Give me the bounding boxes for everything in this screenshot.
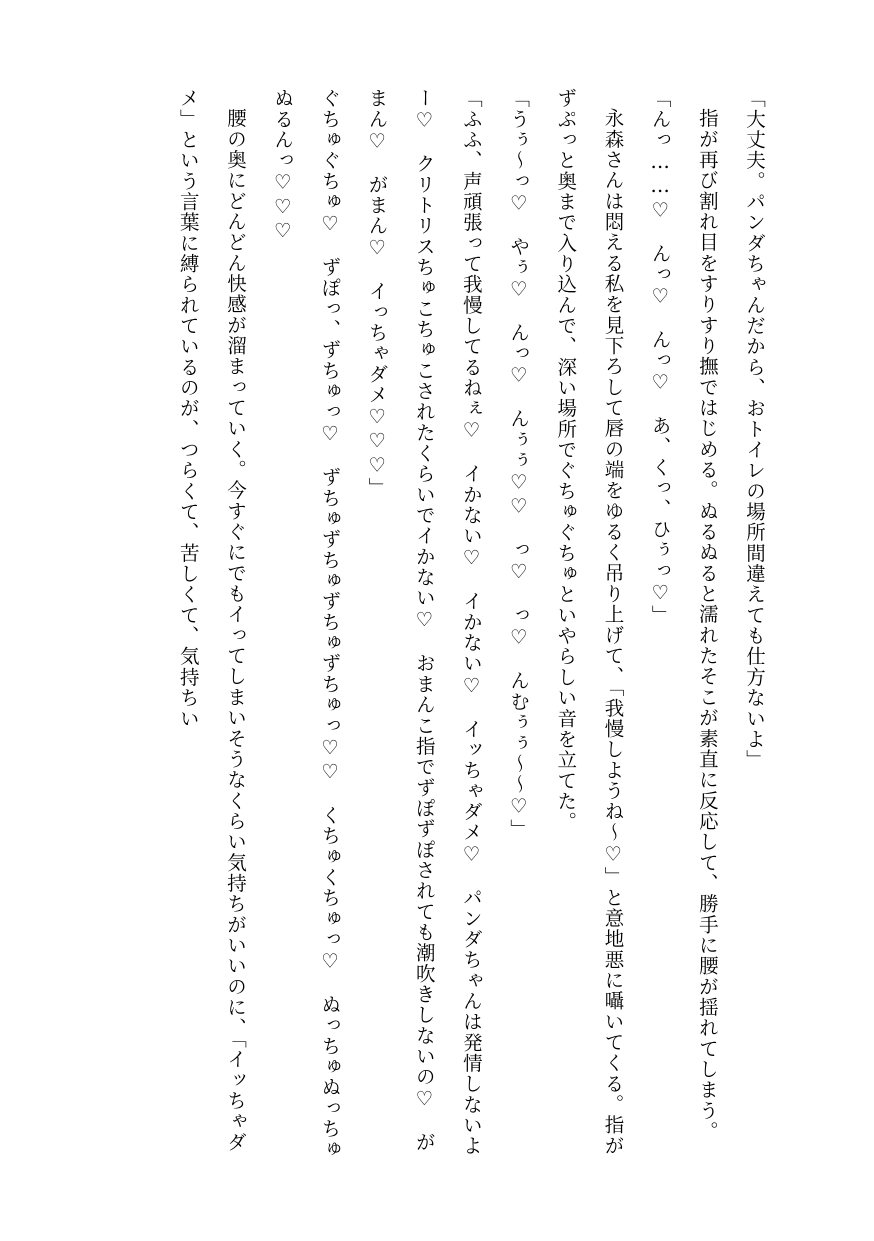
paragraph: 「大丈夫。パンダちゃんだから、おトイレの場所間違えても仕方ないよ」 [743,88,766,771]
paragraph: 腰の奥にどんどん快感が溜まっていく。今すぐにでもイってしまいそうなくらい気持ちがいいのに、「イッちゃダメ」という言葉に縛られているのが、つらくて、苦しくて、気持ちい [176,88,247,1152]
paragraph: 「ふふ、声頑張って我慢してるねぇ♡ イかない♡ イかない♡ イッちゃダメ♡ パンダちゃんは発情しないよー♡ クリトリスちゅこちゅこされたくらいでイかない♡ おまんこ指でずぽずぽされても潮吹きしないの♡ がまん♡ がまん♡ イっちゃダメ♡♡♡」 [365,88,483,1157]
paragraph: ぐちゅぐちゅ♡ ずぽっ、ずちゅっ♡ ずちゅずちゅずちゅずちゅっ♡♡ くちゅくちゅっ♡ ぬっちゅぬっちゅぬるんっ♡♡♡ [271,88,342,1160]
paragraph: 「んっ……♡ んっ♡ んっ♡ あ、くっ、ひぅっ♡」 [648,88,672,626]
vertical-text-body [88,88,778,1169]
paragraph: 指が再び割れ目をすりすり撫ではじめる。ぬるぬると濡れたそこが素直に反応して、勝手に腰が揺れてしまう。 [695,107,719,1141]
paragraph: 「うぅ〜っ♡ やぅ♡ んっ♡ んぅぅ♡♡ っ♡ っ♡ んむぅぅ〜〜♡」 [507,88,531,840]
paragraph: 永森さんは悶える私を見下ろして唇の端をゆるく吊り上げて、「我慢しようね〜♡」と意地悪に囁いてくる。指がずぷっと奥まで入り込んで、深い場所でぐちゅぐちゅといやらしい音を立てた。 [554,88,625,1156]
